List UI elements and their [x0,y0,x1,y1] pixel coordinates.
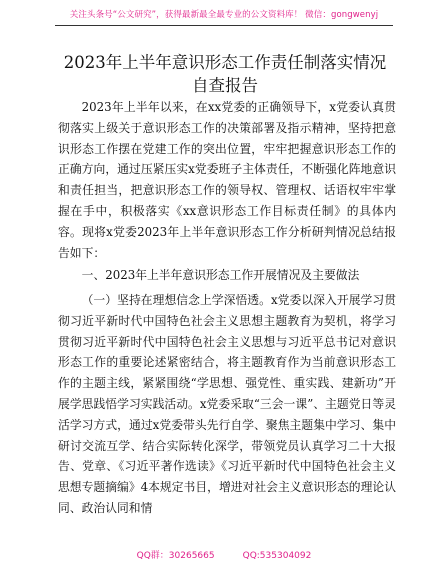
footer-contact [0,548,448,561]
section-heading: 一、2023年上半年意识形态工作开展情况及主要做法 [81,268,360,282]
document-title: 2023年上半年意识形态工作责任制落实情况自查报告 [63,53,387,95]
intro-paragraph: 2023年上半年以来，在xx党委的正确领导下，x党委认真贯彻落实上级关于意识形态工作的决策部署及指示精神，坚持把意识形态工作摆在党建工作的突出位置，牢牢把握意识形态工作的正确方向，通过压紧压实x党委班子主体责任，不断强化阵地意识和责任担当，把意识形态工作的领导权、管理权、话语权牢牢掌握在手中，积极落实《xx意识形态工作目标责任制》的具体内容。现将x党委2023年上半年意识形态工作分析研判情况总结报告如下： [58,100,396,260]
footer-qq-group: QQ群：30265665 [136,551,215,561]
footer-qq: QQ:535304092 [242,551,312,561]
header-divider [55,25,393,26]
section-paragraph: （一）坚持在理想信念上学深悟透。x党委以深入开展学习贯彻习近平新时代中国特色社会主义思想主题教育为契机，将学习贯彻习近平新时代中国特色社会主义思想与习近平总书记对意识形态工作的重要论述紧密结合，将主题教育作为当前意识形态工作的主题主线，紧紧围绕“学思想、强党性、重实践、建新功”开展学思践悟学习实践活动。x党委采取“三会一课”、主题党日等灵活学习方式，通过x党委带头先行自学、聚焦主题集中学习、集中研讨交流互学、结合实际转化深学，带领党员认真学习二十大报告、党章、《习近平著作选读》《习近平新时代中国特色社会主义思想专题摘编》4本规定书目，增进对社会主义意识形态的理论认同、政治认同和情 [58,293,396,515]
header-promo-note: 关注头条号“公文研究”，获得最新最全最专业的公文资料库！ 微信：gongwenyj [69,10,379,20]
